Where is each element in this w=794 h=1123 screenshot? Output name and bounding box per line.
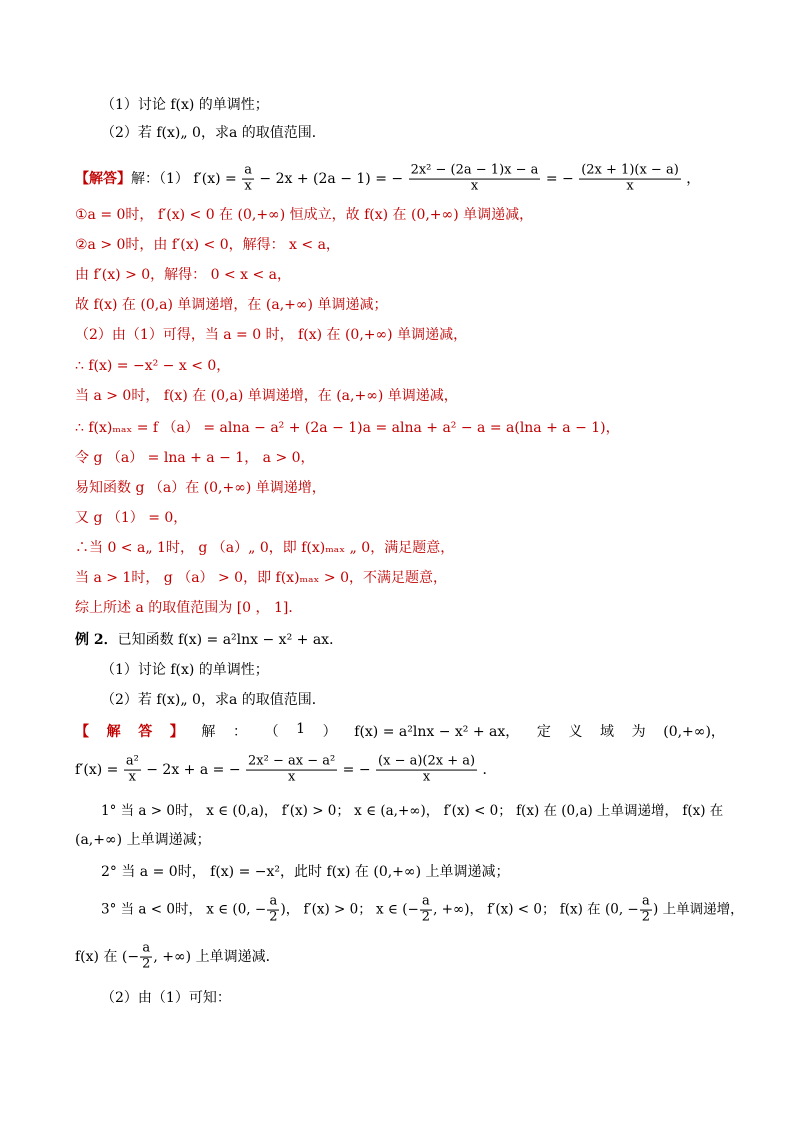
line-q2-prev — [0, 117, 794, 147]
example2-q2: （2）若 f(x)„ 0，求a 的取值范围． — [101, 692, 326, 708]
solution2-derivative: f′(x) = $\frac{\text{a²}}{x}$ − 2x + a = − $\frac{\text{2x² − ax − a²}}{x}$ = − $\frac{(x - a)(2x + a)}{x}$ ． — [75, 753, 497, 785]
line-solution1-derivative — [0, 159, 794, 199]
solution-line: ①a = 0时， f′(x) < 0 在 (0,+∞) 恒成立，故 f(x) 在 (0,+∞) 单调递减， — [75, 207, 534, 223]
solution-line: 易知函数 g （a）在 (0,+∞) 单调递增， — [75, 480, 326, 496]
case3-line-cont: f(x) 在 (− $\frac{a}{2}$ , +∞) 上单调递减． — [75, 940, 280, 972]
solution-line: ∴ f(x) = −x² − x < 0， — [75, 358, 231, 374]
fraction: $\frac{(x - a)(2x + a)}{x}$ — [378, 753, 476, 785]
fraction: $\frac{\text{2x² − ax − a²}}{x}$ — [248, 753, 336, 785]
solution-line: （2）由（1）可得，当 a = 0 时， f(x) 在 (0,+∞) 单调递减， — [75, 327, 468, 343]
fraction: $\frac{(2x + 1)(x - a)}{x}$ — [581, 162, 679, 194]
solution-line: ∴当 0 < a„ 1时， g （a）„ 0，即 f(x)ₘₐₓ „ 0，满足题意， — [75, 540, 455, 556]
fraction: $\frac{a}{2}$ — [269, 893, 278, 925]
solution-line: 又 g （1） = 0， — [75, 510, 188, 526]
solution2-header: 【 解 答 】 解 ： （ 1 ） f(x) = a²lnx − x² + ax， 定 义 域 为 (0,+∞)， — [75, 721, 725, 740]
fraction: $\frac{\text{2x² − (2a − 1)x − a}}{x}$ — [410, 162, 539, 194]
case2-line: 2° 当 a = 0时， f(x) = −x²，此时 f(x) 在 (0,+∞) 上单调递减； — [101, 864, 510, 880]
case3-line: 3° 当 a < 0时， x ∈ (0, − $\frac{a}{2}$ )， f′(x) > 0； x ∈ (− $\frac{a}{2}$ , +∞)， f′(x) < 0； f(x) 在 (0, − $\frac{a}{2}$ ) 上单调递增， — [101, 893, 744, 925]
fraction: $\frac{a}{2}$ — [421, 893, 431, 925]
solution-line: 当 a > 0时， f(x) 在 (0,a) 单调递增，在 (a,+∞) 单调递减， — [75, 388, 458, 404]
line-q1-prev — [0, 89, 794, 119]
answer-tag: 【解答】 — [75, 171, 131, 187]
fraction: $\frac{a}{x}$ — [244, 162, 252, 194]
part2-line: （2）由（1）可知： — [101, 990, 231, 1006]
example2-title: 例 2．已知函数 f(x) = a²lnx − x² + ax． — [75, 632, 344, 648]
question-text: （1）讨论 f(x) 的单调性； — [101, 97, 269, 113]
example-label: 例 2． — [75, 632, 118, 648]
fraction: $\frac{\text{a²}}{x}$ — [125, 753, 139, 785]
solution-line: 当 a > 1时， g （a） > 0，即 f(x)ₘₐₓ > 0，不满足题意， — [75, 570, 447, 586]
solution-line: ∴ f(x)ₘₐₓ = f （a） = alna − a² + (2a − 1)a = alna + a² − a = a(lna + a − 1)， — [75, 420, 620, 436]
example2-q1: （1）讨论 f(x) 的单调性； — [101, 662, 269, 678]
solution-line: 故 f(x) 在 (0,a) 单调递增，在 (a,+∞) 单调递减； — [75, 297, 388, 313]
case1-line-cont: (a,+∞) 上单调递减； — [75, 832, 211, 848]
fraction: $\frac{a}{2}$ — [641, 893, 651, 925]
solution-line: 综上所述 a 的取值范围为 [0 ， 1]． — [75, 600, 303, 616]
fraction: $\frac{a}{2}$ — [142, 940, 151, 972]
case1-line: 1° 当 a > 0时， x ∈ (0,a)， f′(x) > 0； x ∈ (a,+∞)， f′(x) < 0； f(x) 在 (0,a) 上单调递增， f(x) 在 — [101, 803, 724, 819]
solution-line: 令 g （a） = lna + a − 1， a > 0， — [75, 450, 315, 466]
solution-line: 【解答】解：（1） f′(x) = $\frac{a}{x}$ − 2x + (2a − 1) = − $\frac{\text{2x² − (2a − 1)x − a}}{x}$ = − $\frac{(2x + 1)(x - a)}{x}$ ， — [75, 162, 701, 194]
solution-line: ②a > 0时，由 f′(x) < 0，解得： x < a， — [75, 237, 340, 253]
question-text: （2）若 f(x)„ 0，求a 的取值范围． — [101, 125, 326, 141]
solution-line: 由 f′(x) > 0，解得： 0 < x < a， — [75, 267, 292, 283]
